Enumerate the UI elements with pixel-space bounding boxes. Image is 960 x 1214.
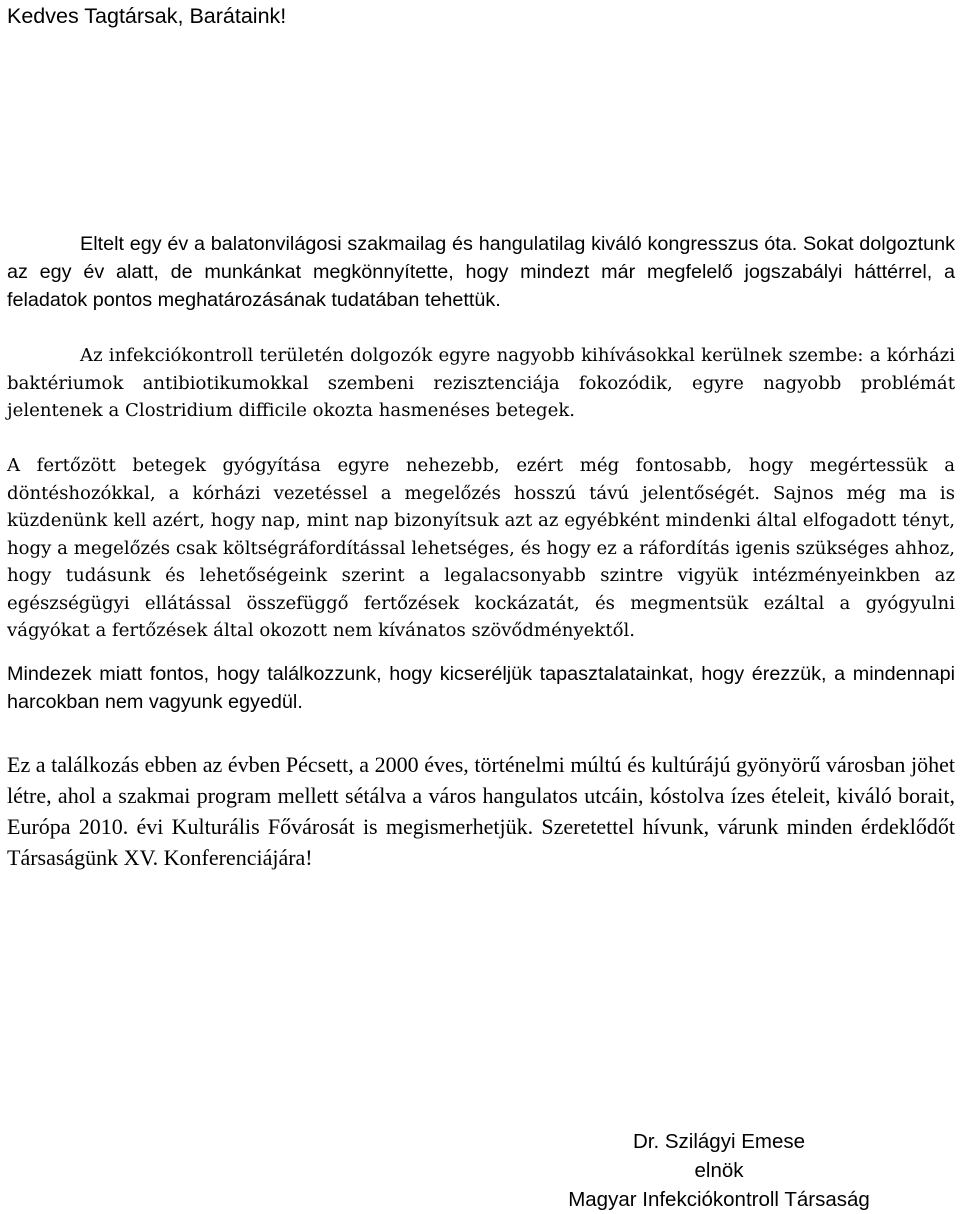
signature-block	[545, 1127, 893, 1214]
salutation: Kedves Tagtársak, Barátaink!	[7, 4, 287, 28]
paragraph-prevention: A fertőzött betegek gyógyítása egyre nehezebb, ezért még fontosabb, hogy megértessük a döntéshozókkal, a kórházi vezetéssel a megelőzés hosszú távú jelentőségét. Sajnos még ma is küzdenünk kell azért, hogy nap, mint nap bizonyítsuk azt az egyébként mindenki által elfogadott tényt, hogy a megelőzés csak költségráfordítással lehetséges, és hogy ez a ráfordítás igenis szükséges ahhoz, hogy tudásunk és lehetőségeink szerint a legalacsonyabb szintre vigyük intézményeinkben az egészségügyi ellátással összefüggő fertőzések kockázatát, és megmentsük ezáltal a gyógyulni vágyókat a fertőzések által okozott nem kívánatos szövődményektől.	[7, 455, 955, 641]
paragraph-invitation: Ez a találkozás ebben az évben Pécsett, a 2000 éves, történelmi múltú és kultúrájú gyönyörű városban jöhet létre, ahol a szakmai program mellett sétálva a város hangulatos utcáin, kóstolva ízes ételeit, kiváló borait, Európa 2010. évi Kulturális Fővárosát is megismerhetjük. Szeretettel hívunk, várunk minden érdeklődőt Társaságünk XV. Konferenciájára!	[7, 752, 955, 870]
paragraph-challenges: Az infekciókontroll területén dolgozók egyre nagyobb kihívásokkal kerülnek szembe: a kórházi baktériumok antibiotikumokkal szembeni rezisztenciája fokozódik, egyre nagyobb problémát jelentenek a Clostridium difficile okozta hasmenéses betegek.	[7, 345, 955, 421]
signature-name: Dr. Szilágyi Emese	[632, 1130, 806, 1153]
paragraph-intro: Eltelt egy év a balatonvilágosi szakmailag és hangulatilag kiváló kongresszus óta. Sokat dolgoztunk az egy év alatt, de munkánkat megkönnyítette, hogy mindezt már megfelelő jogszabályi háttérrel, a feladatok pontos meghatározásának tudatában tehettük.	[7, 233, 955, 311]
paragraph-meeting-importance: Mindezek miatt fontos, hogy találkozzunk, hogy kicseréljük tapasztalatainkat, hogy érezzük, a mindennapi harcokban nem vagyunk egyedül.	[7, 663, 955, 713]
signature-role: elnök	[694, 1159, 744, 1182]
signature-organization: Magyar Infekciókontroll Társaság	[568, 1188, 870, 1211]
